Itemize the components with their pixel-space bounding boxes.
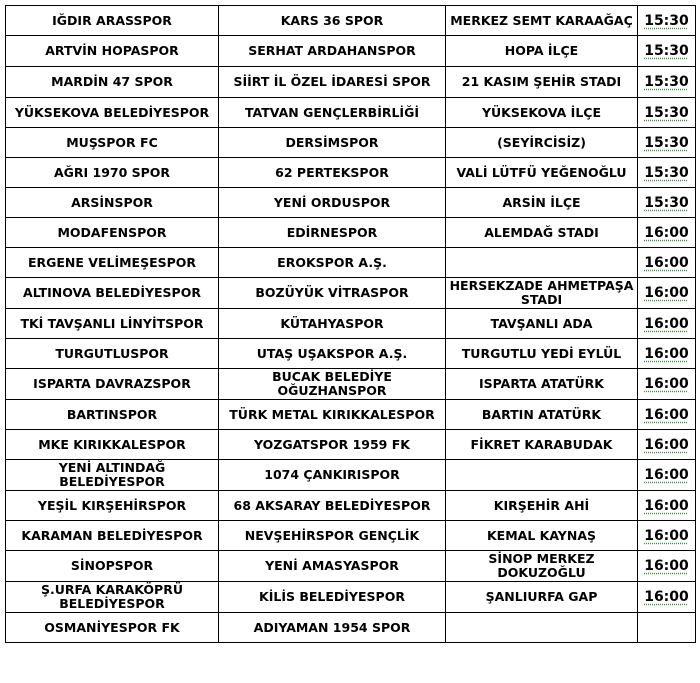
table-row — [6, 278, 696, 309]
away-team: SİİRT İL ÖZEL İDARESİ SPOR — [219, 67, 446, 98]
table-row — [6, 128, 696, 158]
kickoff-time: 15:30 — [638, 6, 696, 36]
table-row — [6, 248, 696, 278]
kickoff-time: 15:30 — [638, 98, 696, 128]
table-row — [6, 98, 696, 128]
table-row — [6, 551, 696, 582]
venue: HOPA İLÇE — [446, 36, 638, 67]
venue: (SEYİRCİSİZ) — [446, 128, 638, 158]
away-team: YOZGATSPOR 1959 FK — [219, 430, 446, 460]
venue: BARTIN ATATÜRK — [446, 400, 638, 430]
venue — [446, 248, 638, 278]
home-team: MARDİN 47 SPOR — [6, 67, 219, 98]
venue: ŞANLIURFA GAP — [446, 582, 638, 613]
venue: ARSİN İLÇE — [446, 188, 638, 218]
home-team: TURGUTLUSPOR — [6, 339, 219, 369]
home-team: MKE KIRIKKALESPOR — [6, 430, 219, 460]
table-row — [6, 158, 696, 188]
kickoff-time: 16:00 — [638, 551, 696, 582]
away-team: YENİ ORDUSPOR — [219, 188, 446, 218]
venue — [446, 613, 638, 643]
table-row — [6, 188, 696, 218]
table-row — [6, 521, 696, 551]
table-row — [6, 582, 696, 613]
table-row — [6, 6, 696, 36]
kickoff-time: 16:00 — [638, 521, 696, 551]
table-row — [6, 339, 696, 369]
venue: MERKEZ SEMT KARAAĞAÇ — [446, 6, 638, 36]
home-team: MODAFENSPOR — [6, 218, 219, 248]
table-row — [6, 309, 696, 339]
home-team: BARTINSPOR — [6, 400, 219, 430]
table-row — [6, 67, 696, 98]
kickoff-time: 16:00 — [638, 430, 696, 460]
home-team: Ş.URFA KARAKÖPRÜ BELEDİYESPOR — [6, 582, 219, 613]
away-team: BOZÜYÜK VİTRASPOR — [219, 278, 446, 309]
kickoff-time: 16:00 — [638, 309, 696, 339]
home-team: ERGENE VELİMEŞESPOR — [6, 248, 219, 278]
away-team: ADIYAMAN 1954 SPOR — [219, 613, 446, 643]
venue: VALİ LÜTFÜ YEĞENOĞLU — [446, 158, 638, 188]
table-row — [6, 613, 696, 643]
kickoff-time: 15:30 — [638, 188, 696, 218]
kickoff-time: 16:00 — [638, 400, 696, 430]
away-team: DERSİMSPOR — [219, 128, 446, 158]
kickoff-time: 16:00 — [638, 278, 696, 309]
venue: 21 KASIM ŞEHİR STADI — [446, 67, 638, 98]
venue: TAVŞANLI ADA — [446, 309, 638, 339]
kickoff-time: 16:00 — [638, 248, 696, 278]
kickoff-time: 16:00 — [638, 582, 696, 613]
table-row — [6, 460, 696, 491]
away-team: YENİ AMASYASPOR — [219, 551, 446, 582]
home-team: ARTVİN HOPASPOR — [6, 36, 219, 67]
kickoff-time: 16:00 — [638, 369, 696, 400]
venue: YÜKSEKOVA İLÇE — [446, 98, 638, 128]
venue: TURGUTLU YEDİ EYLÜL — [446, 339, 638, 369]
table-row — [6, 491, 696, 521]
home-team: SİNOPSPOR — [6, 551, 219, 582]
away-team: TÜRK METAL KIRIKKALESPOR — [219, 400, 446, 430]
venue: KEMAL KAYNAŞ — [446, 521, 638, 551]
away-team: NEVŞEHİRSPOR GENÇLİK — [219, 521, 446, 551]
kickoff-time: 16:00 — [638, 491, 696, 521]
home-team: ALTINOVA BELEDİYESPOR — [6, 278, 219, 309]
home-team: YEŞİL KIRŞEHİRSPOR — [6, 491, 219, 521]
home-team: AĞRI 1970 SPOR — [6, 158, 219, 188]
home-team: IĞDIR ARASSPOR — [6, 6, 219, 36]
home-team: ISPARTA DAVRAZSPOR — [6, 369, 219, 400]
table-row — [6, 218, 696, 248]
home-team: YÜKSEKOVA BELEDİYESPOR — [6, 98, 219, 128]
home-team: KARAMAN BELEDİYESPOR — [6, 521, 219, 551]
home-team: TKİ TAVŞANLI LİNYİTSPOR — [6, 309, 219, 339]
venue: SİNOP MERKEZ DOKUZOĞLU — [446, 551, 638, 582]
away-team: KİLİS BELEDİYESPOR — [219, 582, 446, 613]
venue: KIRŞEHİR AHİ — [446, 491, 638, 521]
away-team: 1074 ÇANKIRISPOR — [219, 460, 446, 491]
away-team: SERHAT ARDAHANSPOR — [219, 36, 446, 67]
kickoff-time: 16:00 — [638, 339, 696, 369]
venue: ISPARTA ATATÜRK — [446, 369, 638, 400]
kickoff-time: 16:00 — [638, 460, 696, 491]
venue: FİKRET KARABUDAK — [446, 430, 638, 460]
home-team: ARSİNSPOR — [6, 188, 219, 218]
venue: HERSEKZADE AHMETPAŞA STADI — [446, 278, 638, 309]
away-team: EDİRNESPOR — [219, 218, 446, 248]
kickoff-time: 15:30 — [638, 36, 696, 67]
home-team: OSMANİYESPOR FK — [6, 613, 219, 643]
home-team: MUŞSPOR FC — [6, 128, 219, 158]
table-row — [6, 36, 696, 67]
kickoff-time: 15:30 — [638, 67, 696, 98]
away-team: BUCAK BELEDİYE OĞUZHANSPOR — [219, 369, 446, 400]
kickoff-time: 16:00 — [638, 218, 696, 248]
away-team: UTAŞ UŞAKSPOR A.Ş. — [219, 339, 446, 369]
venue — [446, 460, 638, 491]
away-team: 68 AKSARAY BELEDİYESPOR — [219, 491, 446, 521]
table-row — [6, 430, 696, 460]
venue: ALEMDAĞ STADI — [446, 218, 638, 248]
away-team: KARS 36 SPOR — [219, 6, 446, 36]
away-team: EROKSPOR A.Ş. — [219, 248, 446, 278]
kickoff-time: 15:30 — [638, 128, 696, 158]
fixtures-table — [5, 5, 696, 643]
away-team: 62 PERTEKSPOR — [219, 158, 446, 188]
table-row — [6, 400, 696, 430]
away-team: TATVAN GENÇLERBİRLİĞİ — [219, 98, 446, 128]
kickoff-time — [638, 613, 696, 643]
away-team: KÜTAHYASPOR — [219, 309, 446, 339]
home-team: YENİ ALTINDAĞ BELEDİYESPOR — [6, 460, 219, 491]
kickoff-time: 15:30 — [638, 158, 696, 188]
table-row — [6, 369, 696, 400]
